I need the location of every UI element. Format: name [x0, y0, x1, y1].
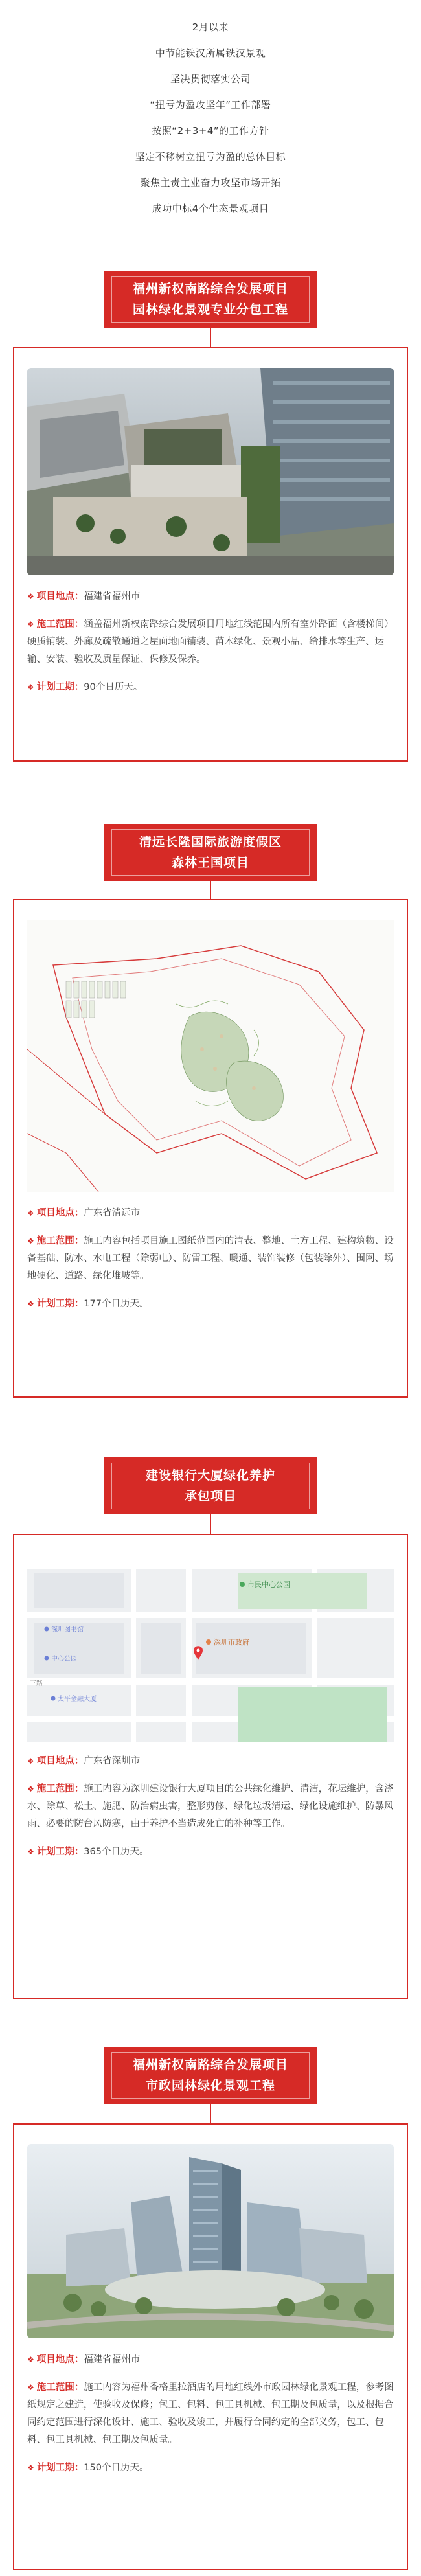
map-label: 中心公园 — [51, 1656, 77, 1663]
period-row: ❖ 计划工期：90个日历天。 — [27, 682, 143, 692]
diamond-bullet-icon: ❖ — [27, 1784, 34, 1794]
green-area — [238, 1687, 387, 1742]
banner-connector — [210, 876, 211, 899]
intro-line: 成功中标4个生态景观项目 — [152, 203, 269, 214]
intro-line: 聚焦主责主业奋力攻坚市场开拓 — [140, 177, 281, 188]
map-label: 深圳市政府 — [214, 1638, 249, 1647]
project-card — [13, 899, 408, 1398]
intro-line: 按照“2+3+4”的工作方针 — [152, 125, 269, 137]
diamond-bullet-icon: ❖ — [27, 1299, 34, 1308]
scope-value: 施工内容为福州香格里拉酒店的用地红线外市政园林绿化景观工程，参考图纸规定之建造，使验收及保修；包工、包料、包工具机械、包工期及包质量，以及根据合同约定范围进行深化设计、施工、验收及竣工，并履行合同约定的全部义务，包工、包料、包工具机械、包工期及包质量。 — [27, 2382, 394, 2445]
map-label: 市民中心公园 — [247, 1580, 290, 1589]
diamond-bullet-icon: ❖ — [27, 1757, 34, 1766]
intro-line: “扭亏为盈攻坚年”工作部署 — [150, 99, 271, 111]
intro-line: 中节能铁汉所属铁汉景观 — [155, 47, 266, 59]
project-title-line: 市政园林绿化景观工程 — [145, 2079, 275, 2093]
poi-marker-icon — [51, 1696, 56, 1701]
period-row: ❖ 计划工期：365个日历天。 — [27, 1847, 149, 1857]
location-row: ❖ 项目地点：广东省清远市 — [27, 1208, 141, 1218]
location-row: ❖ 项目地点：福建省福州市 — [27, 2354, 141, 2365]
scope-value: 施工内容为深圳建设银行大厦项目的公共绿化维护、清洁，花坛维护，含浇水、除草、松土、施肥、防治病虫害，整形剪修、绿化垃圾清运、绿化设施维护、防暴风雨、必要的防台风防寒，由于养护不当造成死亡的补种等工作。 — [27, 1784, 394, 1829]
project-card — [13, 1534, 408, 1999]
project-title-line: 福州新权南路综合发展项目 — [132, 2058, 288, 2072]
period-value: 177个日历天。 — [84, 1299, 149, 1309]
project-site-plan — [27, 920, 394, 1192]
diamond-bullet-icon: ❖ — [27, 1237, 34, 1246]
banner-connector — [210, 2099, 211, 2123]
map-label: 深圳图书馆 — [51, 1626, 84, 1634]
location-value: 福建省福州市 — [84, 2354, 141, 2365]
diamond-bullet-icon: ❖ — [27, 620, 34, 629]
park-marker-icon — [240, 1582, 245, 1587]
project-photo-aerial — [27, 368, 394, 575]
period-value: 90个日历天。 — [84, 682, 143, 692]
project-title-banner — [104, 824, 317, 881]
project-title-line: 建设银行大厦绿化养护 — [145, 1468, 275, 1483]
aerial-rendering-image — [27, 2144, 394, 2338]
diamond-bullet-icon: ❖ — [27, 592, 34, 601]
banner-connector — [210, 1509, 211, 1534]
location-value: 福建省福州市 — [84, 591, 141, 602]
project-info — [27, 1753, 394, 1871]
period-row: ❖ 计划工期：177个日历天。 — [27, 1299, 149, 1309]
project-info — [27, 588, 394, 707]
scope-row: ❖ 施工范围：施工内容为福州香格里拉酒店的用地红线外市政园林绿化景观工程，参考图纸规定之建造，使验收及保修；包工、包料、包工具机械、包工期及包质量，以及根据合同约定范围进行深化设计、施工、验收及竣工，并履行合同约定的全部义务，包工、包料、包工具机械、包工期及包质量。 — [27, 2382, 394, 2445]
poi-marker-icon — [45, 1627, 49, 1632]
location-row: ❖ 项目地点：福建省福州市 — [27, 591, 141, 602]
intro-line: 坚决贯彻落实公司 — [170, 73, 251, 85]
project-rendering — [27, 2144, 394, 2338]
poi-marker-icon — [45, 1656, 49, 1661]
location-value: 广东省深圳市 — [84, 1756, 141, 1766]
project-info — [27, 2351, 394, 2487]
map-label: 太平金融大厦 — [58, 1696, 97, 1703]
project-title-banner — [104, 271, 317, 328]
scope-value: 涵盖福州新权南路综合发展项目用地红线范围内所有室外路面（含楼梯间）硬质铺装、外廊及疏散通道之屋面地面铺装、苗木绿化、景观小品、给排水等生产、运输、安装、验收及质量保证、保修及保养。 — [27, 619, 394, 665]
project-card — [13, 2123, 408, 2570]
poi-marker-icon — [206, 1639, 211, 1645]
project-title-banner — [104, 1457, 317, 1514]
aerial-rendering-image — [27, 368, 394, 575]
project-title-line: 园林绿化景观专业分包工程 — [132, 302, 288, 317]
period-row: ❖ 计划工期：150个日历天。 — [27, 2463, 149, 2473]
intro-line: 坚定不移树立扭亏为盈的总体目标 — [135, 151, 286, 163]
scope-row: ❖ 施工范围：施工内容包括项目施工图纸范围内的清表、整地、土方工程、建构筑物、设备基础、防水、水电工程（除弱电）、防雷工程、暖通、装饰装修（包装除外）、围网、场地硬化、道路、绿化堆坡等。 — [27, 1236, 394, 1281]
scope-value: 施工内容包括项目施工图纸范围内的清表、整地、土方工程、建构筑物、设备基础、防水、水电工程（除弱电）、防雷工程、暖通、装饰装修（包装除外）、围网、场地硬化、道路、绿化堆坡等。 — [27, 1236, 394, 1281]
banner-connector — [210, 323, 211, 347]
intro-line: 2月以来 — [192, 21, 229, 33]
diamond-bullet-icon: ❖ — [27, 1209, 34, 1218]
diamond-bullet-icon: ❖ — [27, 2383, 34, 2392]
scope-row: ❖ 施工范围：涵盖福州新权南路综合发展项目用地红线范围内所有室外路面（含楼梯间）硬质铺装、外廊及疏散通道之屋面地面铺装、苗木绿化、景观小品、给排水等生产、运输、安装、验收及质量保证、保修及保养。 — [27, 619, 394, 665]
project-info — [27, 1205, 394, 1323]
project-title-line: 承包项目 — [184, 1489, 236, 1503]
park-area — [238, 1573, 367, 1609]
location-row: ❖ 项目地点：广东省深圳市 — [27, 1756, 141, 1766]
diamond-bullet-icon: ❖ — [27, 2355, 34, 2364]
project-title-line: 福州新权南路综合发展项目 — [132, 282, 288, 296]
project-card — [13, 347, 408, 762]
map-label: 三路 — [30, 1680, 43, 1687]
project-title-line: 森林王国项目 — [171, 856, 249, 870]
street-map — [27, 1555, 394, 1742]
location-value: 广东省清远市 — [84, 1208, 141, 1218]
intro-text — [0, 14, 421, 222]
diamond-bullet-icon: ❖ — [27, 2463, 34, 2472]
site-plan-drawing — [27, 920, 394, 1192]
diamond-bullet-icon: ❖ — [27, 1847, 34, 1856]
project-title-banner — [104, 2047, 317, 2104]
scope-row: ❖ 施工范围：施工内容为深圳建设银行大厦项目的公共绿化维护、清洁，花坛维护，含浇水、除草、松土、施肥、防治病虫害，整形剪修、绿化垃圾清运、绿化设施维护、防暴风雨、必要的防台风防寒，由于养护不当造成死亡的补种等工作。 — [27, 1784, 394, 1829]
project-title-line: 清远长隆国际旅游度假区 — [139, 835, 282, 849]
period-value: 365个日历天。 — [84, 1847, 149, 1857]
project-location-map — [27, 1555, 394, 1742]
period-value: 150个日历天。 — [84, 2463, 149, 2473]
diamond-bullet-icon: ❖ — [27, 683, 34, 692]
